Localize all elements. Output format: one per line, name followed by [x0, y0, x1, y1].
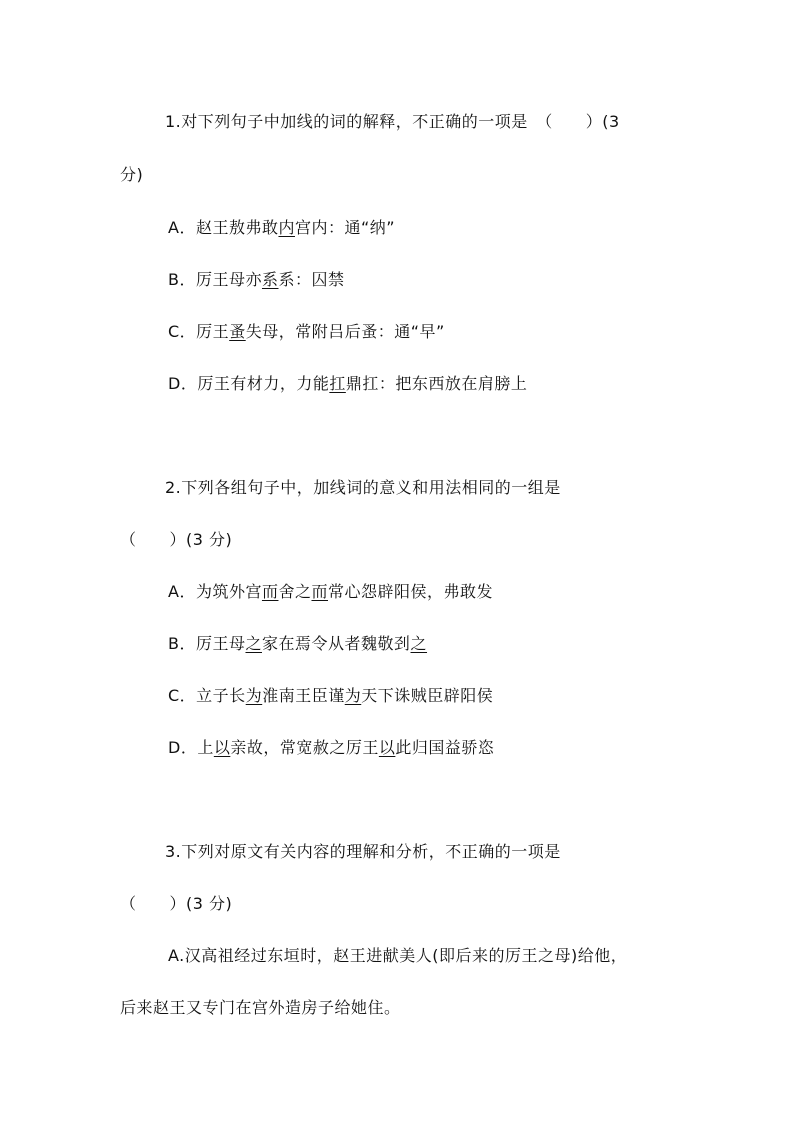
q2-option-b-part1: B．厉王母: [168, 634, 246, 653]
q2-option-d-part2: 亲故，常宽赦之厉王: [230, 738, 379, 757]
q2-option-a: [168, 582, 493, 602]
q1-option-d-text: D．厉王有材力，力能: [168, 374, 330, 393]
q2-option-d-underlined-1: 以: [213, 738, 231, 757]
q2-option-b-part2: 家在焉令从者魏敬刭: [262, 634, 411, 653]
q1-option-b-text: B．厉王母亦: [168, 270, 262, 289]
q2-option-a-part1: A．为筑外宫: [168, 582, 262, 601]
q1-option-d-explanation: 鼎扛：把东西放在肩膀上: [345, 374, 528, 393]
q1-stem-continued: 分): [120, 165, 144, 184]
q2-option-c-underlined-2: 为: [344, 686, 362, 705]
q1-option-c-explanation: 失母，常附吕后蚤：通“早”: [245, 322, 445, 341]
q2-option-c-part2: 淮南王臣谨: [262, 686, 345, 705]
q2-stem-continued: （ ）(3 分): [120, 530, 233, 549]
q2-option-a-underlined-1: 而: [261, 582, 279, 601]
q1-option-a-underlined-word: 内: [278, 218, 295, 237]
q3-stem: 3.下列对原文有关内容的理解和分析，不正确的一项是: [165, 842, 561, 861]
q2-option-c-underlined-1: 为: [245, 686, 263, 705]
q1-option-b-underlined-word: 系: [261, 270, 279, 289]
q2-option-b-underlined-1: 之: [245, 634, 262, 653]
q1-option-a: [168, 218, 395, 238]
q2-option-a-part3: 常心怨辟阳侯，弗敢发: [328, 582, 494, 601]
q2-option-a-underlined-2: 而: [311, 582, 328, 601]
q1-option-a-explanation: 宫内：通“纳”: [294, 218, 396, 237]
q2-option-b: [168, 634, 427, 654]
q1-option-c-underlined-word: 蚤: [229, 322, 246, 341]
q1-option-c: [168, 322, 445, 342]
q2-option-c-part1: C．立子长: [168, 686, 246, 705]
q3-stem-continued: （ ）(3 分): [120, 894, 233, 913]
q2-option-c-part3: 天下诛贼臣辟阳侯: [361, 686, 494, 705]
q2-option-d-part3: 此归国益骄恣: [395, 738, 495, 757]
q1-option-b-explanation: 系：囚禁: [278, 270, 345, 289]
q3-option-a-line2: 后来赵王又专门在宫外造房子给她住。: [120, 998, 401, 1017]
q1-stem: 1.对下列句子中加线的词的解释，不正确的一项是 （ ）(3: [165, 112, 620, 131]
q1-option-a-text: A．赵王敖弗敢: [168, 218, 279, 237]
q3-option-a-line1: A.汉高祖经过东垣时，赵王进献美人(即后来的厉王之母)给他，: [168, 946, 628, 965]
q1-option-d-underlined-word: 扛: [329, 374, 346, 393]
q2-stem: 2.下列各组句子中，加线词的意义和用法相同的一组是: [165, 478, 561, 497]
q2-option-d: [168, 738, 494, 758]
q2-option-d-part1: D．上: [168, 738, 214, 757]
q1-option-b: [168, 270, 345, 290]
q1-option-d: [168, 374, 527, 394]
q2-option-c: [168, 686, 493, 706]
q2-option-b-underlined-2: 之: [410, 634, 428, 653]
q2-option-d-underlined-2: 以: [378, 738, 396, 757]
q2-option-a-part2: 舍之: [278, 582, 312, 601]
q1-option-c-text: C．厉王: [168, 322, 230, 341]
